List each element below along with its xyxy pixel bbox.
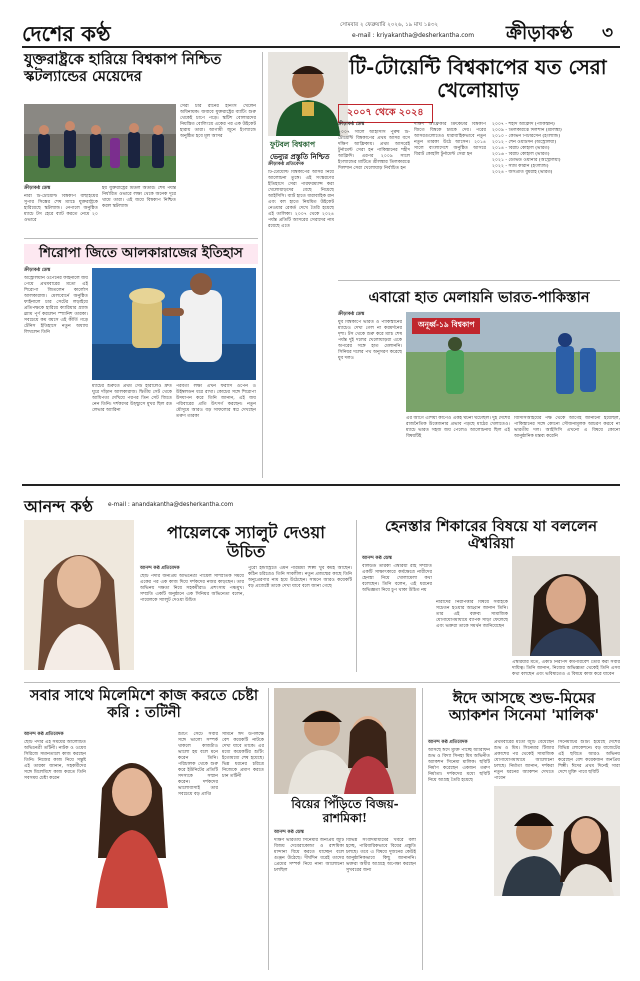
story6-text-col2: পুরো ইন্ডাস্ট্রিতে এমন পরিশ্রমী শিল্পী খুব কমই আছেন। কঠিন চরিত্রেও তিনি সাবলীল। নতুন প্রজন্মের কাছে তিনি অনুপ্রেরণার নাম হয়ে উঠেছেন। সামনে আরও কয়েকটি বড় প্রজেক্টে তাকে দেখা যাবে বলে জানা গেছে: [248, 566, 352, 589]
story6-photo: [24, 520, 134, 670]
masthead-rule: [22, 46, 620, 48]
story8-text-col2: শুটিং সেটে সবার সঙ্গে ভালো সম্পর্ক থাকলে কাজটাও ভালো হয় বলে মনে করেন তিনি। পরিচালক থেকে শুরু করে ইউনিটের প্রতিটি সদস্যকে সম্মান করেন। দর্শকদের ভালোবাসাই তার সবচেয়ে বড় প্রাপ্তি: [178, 732, 218, 797]
list-item: ২০০৯ - তিলকারত্নে দিলশান (শ্রীলঙ্কা): [492, 128, 562, 133]
list-item: ২০১৬ - বিরাট কোহলি (ভারত): [492, 152, 550, 157]
story10-byline: আনন্দ কণ্ঠ প্রতিবেদক: [428, 740, 468, 745]
story9-text-col2: বিভিন্ন সংবাদমাধ্যমের খবরে বলা হচ্ছে, পারিবারিকভাবে বিয়ের প্রস্তুতি চলছে। তবে এ বিষয়ে দুজনের কেউই আনুষ্ঠানিকভাবে কিছু জানাননি। ভক্তরা অধীর আগ্রহে অপেক্ষা করছেন সুখবরের জন্য: [346, 838, 416, 873]
masthead-date: সোমবার ২ ফেব্রুয়ারি ২০২৬, ১৯ মাঘ ১৪৩২: [340, 22, 439, 28]
list-item: ২০১৪ - বিরাট কোহলি (ভারত): [492, 146, 550, 151]
story10-headline[interactable]: ঈদে আসছে শুভ-মিমের অ্যাকশন সিনেমা 'মালিক': [448, 689, 600, 725]
story10-photo: [494, 786, 620, 896]
story1-text-col2: হয় যুক্তরাষ্ট্রের মিডল অর্ডার। শেষ পর্যন্ত নির্ধারিত ওভারে লক্ষ্য থেকে অনেক দূরে থামে তারা। এই জয়ে বিশ্বকাপ নিশ্চিত করল স্কটল্যান্ড: [102, 186, 176, 209]
story5-text-col1: যুব বিশ্বকাপে ভারত ও পাকিস্তানের ম্যাচেও দেখা গেল না করমর্দনের দৃশ্য। টস থেকে শুরু করে ম্যাচ শেষ পর্যন্ত দুই দলের খেলোয়াড়রা একে অপরের সঙ্গে হাত মেলাননি। সিনিয়র দলের পথ অনুসরণ করেছে যুব দলও: [338, 320, 402, 361]
story9-byline: আনন্দ কণ্ঠ ডেস্ক: [274, 830, 304, 835]
story5-photo: [406, 312, 620, 412]
list-item: ২০২১ - ডেভিড ওয়ার্নার (অস্ট্রেলিয়া): [492, 158, 561, 163]
ananda-title: আনন্দ কণ্ঠ: [24, 497, 93, 516]
story1-photo: [24, 104, 176, 182]
divider: [422, 688, 423, 970]
story4-text-col1: ২০০৭ সালে আইসিসি পুরুষ টি-টোয়েন্টি বিশ্বকাপের প্রথম আসর বসে দক্ষিণ আফ্রিকায়। প্রথম আসরেই টুর্নামেন্ট সেরা হন পাকিস্তানের শহীদ আফ্রিদি। এরপর ২০০৯ সালে ইংল্যান্ডের মাটিতে শ্রীলঙ্কার তিলকারত্নে দিলশান সেরা খেলোয়াড় নির্বাচিত হন: [338, 130, 410, 171]
story5-text-col3: বিসিসিআইয়ের পক্ষ থেকে আগেই জানানো হয়েছিল, পাকিস্তানের সঙ্গে কোনো সৌজন্যমূলক আচরণ করবে না ভারতীয় দল। আইসিসি এখনো এ বিষয়ে কোনো আনুষ্ঠানিক মন্তব্য করেনি: [514, 416, 620, 439]
story3-tag: ফুটবল বিশ্বকাপ: [270, 140, 316, 149]
story7-text-col2: নারীদের নিরাপত্তার বিষয়ে সবাইকে সচেতন হওয়ার আহ্বান জানান তিনি। তার এই বক্তব্য সামাজিক যোগাযোগমাধ্যমে ব্যাপক সাড়া ফেলেছে এবং ভক্তরা তাকে সমর্থন জানিয়েছেন: [436, 600, 508, 629]
story4-headline[interactable]: টি-টোয়েন্টি বিশ্বকাপের যত সেরা খেলোয়াড়: [349, 55, 607, 102]
story2-text-col2: ম্যাচের শুরুতে প্রথম সেট হারালেও দ্রুত ঘুরে দাঁড়ান আলকারাজ। দ্বিতীয় সেট থেকে আধিপত্য দেখিয়ে পরপর তিন সেট জিতে নেন তিনি। দর্শকদের উচ্ছ্বাসে মুখর ছিল রড লেভার অ্যারিনা: [92, 384, 172, 413]
story4-subhead: ২০০৭ থেকে ২০২৪: [338, 104, 433, 123]
story2-text-col3: পরবর্তী লক্ষ্য এখন ফরাসি ওপেন ও উইম্বলডন ধরে রাখা। কোচের সঙ্গে শিরোপা উদযাপন করে তিনি জানান, এই জয় পরিবারের প্রতি উৎসর্গ করছেন। নতুন মৌসুমে আরও বড় সাফল্যের স্বপ্ন দেখছেন তরুণ তারকা: [176, 384, 256, 419]
story4-text-col2: দক্ষিণ আফ্রিকার ক্রিকেটার বিশ্বকাপ জিতে বিশ্বকে চমকে দেয়। পরের আসরগুলোতেও ধারাবাহিকভাবে নতুন নতুন তারকা উঠে আসেন। ২০১৪ সালে বাংলাদেশে অনুষ্ঠিত আসরে বিরাট কোহলি টুর্নামেন্ট সেরা হন: [414, 122, 486, 157]
story2-photo: [92, 268, 256, 380]
divider: [268, 688, 269, 970]
masthead-email[interactable]: e-mail : kriyakantha@desherkantha.com: [352, 32, 475, 39]
story9-text-col1: দক্ষিণ ভারতীয় সিনেমার জনপ্রিয় জুটি বিজয় দেবেরাকোন্ডা ও রাশমিকা মান্দানা বিয়ে করতে যাচ্ছেন বলে গুঞ্জন উঠেছে। দীর্ঘদিন ধরেই তাদের প্রেমের সম্পর্ক নিয়ে নানা আলোচনা চলছিল: [274, 838, 344, 873]
story8-photo: [90, 738, 174, 908]
story6-headline[interactable]: পায়েলকে স্যালুট দেওয়া উচিত: [166, 523, 326, 561]
list-item: ২০০৭ - শহীদ আফ্রিদি (পাকিস্তান): [492, 122, 555, 127]
divider: [24, 682, 620, 683]
story8-text-col3: সামনে ঈদ উপলক্ষে বেশ কয়েকটি নাটকে দেখা যাবে তাকে। এর মধ্যে কয়েকটির শুটিং ইতোমধ্যে শেষ হয়েছে। ভিন্ন ধরনের চরিত্রে নিজেকে প্রমাণ করতে চান তটিনী: [222, 732, 264, 779]
story3-byline: ক্রীড়াকণ্ঠ প্রতিবেদক: [268, 162, 304, 167]
story4-winners-list: [492, 122, 620, 262]
list-item: ২০১০ - কেভিন পিটারসেন (ইংল্যান্ড): [492, 134, 561, 139]
section-rule: [22, 484, 620, 486]
story8-headline[interactable]: সবার সাথে মিলেমিশে কাজ করতে চেষ্টা করি : তটিনী: [29, 687, 259, 721]
story6-byline: আনন্দ কণ্ঠ প্রতিবেদক: [140, 566, 180, 571]
story10-text-col2: প্রথমবারের মতো জুটি বেঁধেছেন শুভ ও মিম। সিনেমার টিজার প্রকাশের পর থেকেই সামাজিক যোগাযোগমাধ্যমে আলোচনা চলছে। নির্মাতা জানান, দর্শকরা নতুন ধরনের অ্যাকশন দেখতে পাবেন: [494, 740, 554, 781]
story5-text-col2: এর আগে এশিয়া কাপেও একই ঘটনা ঘটেছিল। দুই দেশের রাজনৈতিক উত্তেজনার প্রভাব পড়ছে মাঠের খেলাতেও। ম্যাচে ভারত সহজ জয় পেলেও আলোচনায় ছিল এই বিষয়টিই: [406, 416, 510, 439]
page-number: ৩: [602, 23, 614, 43]
section-title: ক্রীড়াকণ্ঠ: [506, 22, 573, 44]
story7-text-col3: ঐশ্বরিয়ার মতে, একটি নিরাপদ কর্মপরিবেশ তৈরি করা সবার দায়িত্ব। তিনি জানান, নিজের অভিজ্ঞতা থেকেই তিনি এসব কথা বলছেন এবং ভবিষ্যতেও এ বিষয়ে কাজ করে যাবেন: [512, 660, 620, 677]
story7-text-col1: বলিউড তারকা ঐশ্বরিয়া রাই সম্প্রতি একটি সাক্ষাৎকারে কর্মক্ষেত্রে নারীদের হেনস্তা নিয়ে খোলামেলা কথা বলেছেন। তিনি বলেন, এই ধরনের অভিজ্ঞতা নিয়ে চুপ থাকা উচিত নয়: [362, 564, 432, 593]
divider: [338, 280, 620, 281]
story8-byline: আনন্দ কণ্ঠ প্রতিবেদক: [24, 732, 64, 737]
story2-headline[interactable]: শিরোপা জিতে আলকারাজের ইতিহাস: [24, 244, 258, 264]
ananda-email[interactable]: e-mail : anandakantha@desherkantha.com: [108, 502, 234, 508]
story6-text-col1: ছোট পর্দার জনপ্রিয় অভিনেত্রী পায়েল সাম্প্রতিক সময়ে একের পর এক কাজ দিয়ে দর্শকদের নজর কাড়ছেন। তার অভিনয় দক্ষতা নিয়ে সহকর্মীরাও প্রশংসায় পঞ্চমুখ। সম্প্রতি একটি অনুষ্ঠানে এক সিনিয়র অভিনেতা বলেন, পায়েলকে স্যালুট দেওয়া উচিত: [140, 574, 244, 603]
story10-text-col3: সিনেমাটির শুটিং হয়েছে দেশের বিভিন্ন লোকেশনে। বড় বাজেটের এই ছবিতে আরও অভিনয় করেছেন বেশ কয়েকজন জনপ্রিয় শিল্পী। ঈদের প্রথম দিনেই সারা দেশে মুক্তি পাবে ছবিটি: [558, 740, 620, 775]
list-item: ২০২২ - স্যাম কারান (ইংল্যান্ড): [492, 164, 549, 169]
masthead-title: দেশের কণ্ঠ: [22, 21, 111, 46]
story5-byline: ক্রীড়াকণ্ঠ ডেস্ক: [338, 312, 365, 317]
story1-byline: ক্রীড়াকণ্ঠ ডেস্ক: [24, 186, 51, 191]
story9-photo: [274, 688, 416, 794]
story3-text: টি-টোয়েন্টি বিশ্বকাপের আসর নিয়ে আলোচনা তুঙ্গে। এই সংস্করণের ইতিহাসে সেরা পারফরম্যান্স করা খেলোয়াড়দের বেছে নিয়েছে আইসিসি। ব্যাট হাতে ধারাবাহিক রান এবং বল হাতে নিয়মিত উইকেট নেওয়ার রেকর্ড দেখে তৈরি হয়েছে এই তালিকা। ২০০৭ থেকে ২০২৪ পর্যন্ত প্রতিটি আসরের সেরাদের নাম রয়েছে এতে: [268, 170, 334, 229]
story7-byline: আনন্দ কণ্ঠ ডেস্ক: [362, 556, 392, 561]
story4-byline: ক্রীড়াকণ্ঠ ডেস্ক: [338, 122, 365, 127]
story1-text-col3: সেরা চার রানের ইনিংস খেলেন অধিনায়ক। জবাবে যুক্তরাষ্ট্রের ব্যাটিং শুরু থেকেই চাপে পড়ে। স্কটিশ বোলারদের নিয়ন্ত্রিত বোলিংয়ে একের পর এক উইকেট হারায় তারা। আগামী জুনে ইংল্যান্ডে অনুষ্ঠিত হবে মূল আসর: [180, 104, 256, 139]
list-item: ২০২৪ - জসপ্রীত বুমরাহ (ভারত): [492, 170, 553, 175]
story8-text-col1: ছোট পর্দার এই সময়ের আলোচিত অভিনেত্রী তটিনী। নাটক ও ওয়েব সিরিজে সমানতালে কাজ করছেন তিনি। নিজের কাজ নিয়ে সন্তুষ্ট এই তারকা জানান, সহকর্মীদের সঙ্গে মিলেমিশে কাজ করতে তিনি সবসময় চেষ্টা করেন: [24, 740, 86, 781]
story9-headline[interactable]: বিয়ের পিঁড়িতে বিজয়-রাশমিকা!: [291, 797, 399, 825]
story2-text-col1: অস্ট্রেলিয়ান ওপেনের ফাইনালে জয় পেয়ে প্রথমবারের মতো এই শিরোপা জিতলেন কার্লোস আলকারাজ। মেলবোর্নে অনুষ্ঠিত ফাইনালে চার সেটের লড়াইয়ে প্রতিপক্ষকে হারিয়ে ক্যারিয়ার গ্র্যান্ড স্ল্যাম পূর্ণ করলেন স্প্যানিশ তারকা। সবচেয়ে কম বয়সে এই কীর্তি গড়ে টেনিস ইতিহাসে নতুন অধ্যায় লিখলেন তিনি: [24, 276, 88, 335]
story2-byline: ক্রীড়াকণ্ঠ ডেস্ক: [24, 268, 51, 273]
story3-tag-sub: ভেন্যুর প্রস্তুতি নিশ্চিত: [270, 152, 330, 161]
story5-headline[interactable]: এবারো হাত মেলায়নি ভারত-পাকিস্তান: [368, 289, 590, 306]
story7-photo: [512, 556, 620, 656]
divider: [356, 520, 357, 672]
divider: [262, 52, 263, 478]
story10-text-col1: আসছে ঈদে মুক্তি পাচ্ছে আরিফিন শুভ ও বিদ্যা সিনহা মিম অভিনীত অ্যাকশন সিনেমা মালিক। ছবিটি নির্মাণ করেছেন একজন তরুণ নির্মাতা। দর্শকদের মধ্যে ছবিটি নিয়ে আগ্রহ তৈরি হয়েছে: [428, 748, 490, 783]
story1-headline[interactable]: যুক্তরাষ্ট্রকে হারিয়ে বিশ্বকাপ নিশ্চিত স্কটল্যান্ডের মেয়েদের: [24, 51, 222, 85]
story5-tag: অনূর্ধ্ব-১৯ বিশ্বকাপ: [412, 318, 480, 334]
story7-headline[interactable]: হেনস্তার শিকারের বিষয়ে যা বললেন ঐশ্বরিয়া: [384, 517, 598, 553]
divider: [24, 238, 258, 239]
list-item: ২০১২ - শেন ওয়াটসন (অস্ট্রেলিয়া): [492, 140, 557, 145]
story1-text-col1: নারী টি-টোয়েন্টি বিশ্বকাপ বাছাইয়ের সুপার সিক্সের শেষ ম্যাচে যুক্তরাষ্ট্রকে হারিয়েছে স্কটল্যান্ড। নেপালে অনুষ্ঠিত ম্যাচে টস হেরে ব্যাট করতে নেমে ২০ ওভারে: [24, 194, 98, 223]
